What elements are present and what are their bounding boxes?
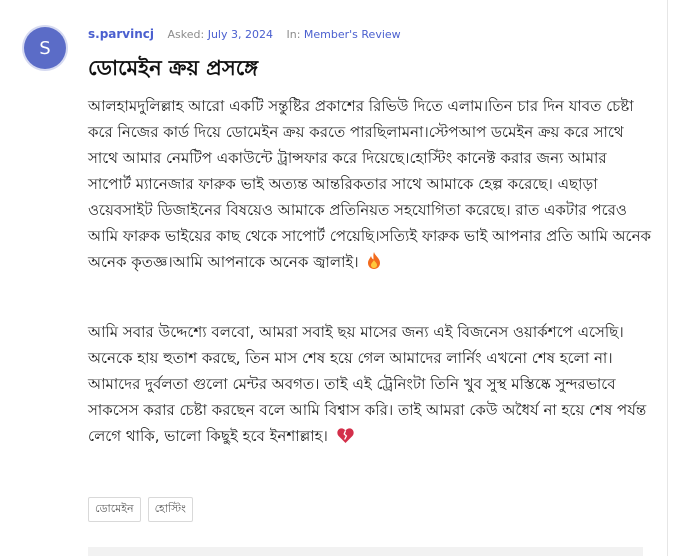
question-meta	[88, 27, 401, 41]
answer-panel	[88, 547, 643, 556]
in-label: In:	[286, 28, 301, 41]
avatar[interactable]: S	[24, 27, 66, 69]
fire-icon	[367, 251, 381, 277]
question-title[interactable]: ডোমেইন ক্রয় প্রসঙ্গে	[88, 56, 259, 80]
author-link[interactable]: s.parvincj	[88, 27, 155, 41]
paragraph-2-text: আমি সবার উদ্দেশ্যে বলবো, আমরা সবাই ছয় মাসের জন্য এই বিজনেস ওয়ার্কশপে এসেছি।অনেকে হায় হুতাশ করছে, তিন মাস শেষ হয়ে গেল আমাদের লার্নিং এখনো শেষ হলো না। আমাদের দুর্বলতা গুলো মেন্টর অবগত। তাই এই ট্রেনিংটা তিনি খুব সুস্থ মস্তিষ্কে সুন্দরভাবে সাকসেস করার চেষ্টা করছেন বলে আমি বিশ্বাস করি। তাই আমরা কেউ অধৈর্য না হয়ে শেষ পর্যন্ত লেগে থাকি, ভালো কিছুই হবে ইনশাল্লাহ।	[88, 323, 647, 445]
paragraph-1-text: আলহামদুলিল্লাহ আরো একটি সন্তুষ্টির প্রকাশের রিভিউ দিতে এলাম।তিন চার দিন যাবত চেষ্টা করে নিজের কার্ড দিয়ে ডোমেইন ক্রয় করতে পারছিলামনা।স্টেপআপ ডমেইন ক্রয় করে সাথে সাথে আমার নেমটিপ একাউন্টে ট্রান্সফার করে দিয়েছে।হোস্টিং কানেক্ট করার জন্য আমার সাপোর্ট ম্যানেজার ফারুক ভাই অত্যন্ত আন্তরিকতার সাথে আমাকে হেল্প করেছে। এছাড়া ওয়েবসাইট ডিজাইনের বিষয়েও আমাকে প্রতিনিয়ত সহযোগিতা করেছে। রাত একটার পরেও আমি ফারুক ভাইয়ের কাছ থেকে সাপোর্ট পেয়েছি।সত্যিই ফারুক ভাই আপনার প্রতি আমি অনেক অনেক কৃতজ্ঞ।আমি আপনাকে অনেক জ্বালাই।	[88, 97, 652, 271]
asked-label: Asked:	[167, 28, 205, 41]
category-link[interactable]: Member's Review	[303, 28, 401, 41]
tag-hosting[interactable]: হোস্টিং	[148, 497, 193, 522]
broken-heart-icon	[337, 425, 354, 451]
question-paragraph-1	[88, 93, 654, 277]
tag-list	[88, 497, 193, 522]
asked-date-link[interactable]: July 3, 2024	[207, 28, 273, 41]
tag-domain[interactable]: ডোমেইন	[88, 497, 141, 522]
question-paragraph-2	[88, 319, 654, 451]
content-divider	[667, 0, 668, 556]
